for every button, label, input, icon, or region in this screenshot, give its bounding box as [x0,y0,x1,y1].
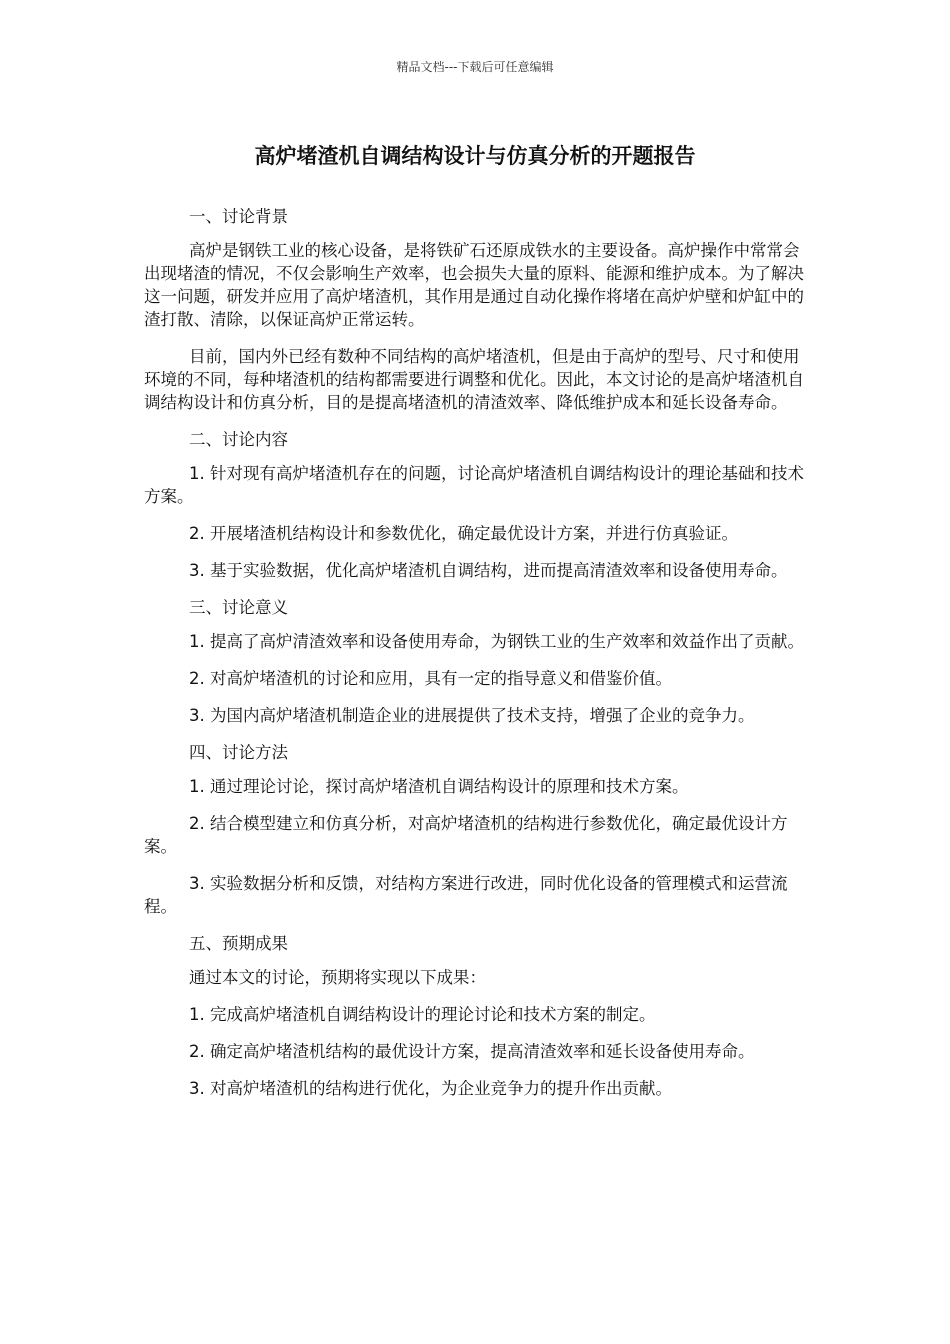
section-heading-significance: 三、讨论意义 [189,598,288,617]
list-item-content-3: 3. 基于实验数据，优化高炉堵渣机自调结构，进而提高清渣效率和设备使用寿命。 [189,561,788,580]
page-header-note: 精品文档---下载后可任意编辑 [396,60,554,74]
document-body [144,205,804,1114]
list-item-methods-1: 1. 通过理论讨论，探讨高炉堵渣机自调结构设计的原理和技术方案。 [189,777,689,796]
list-item-significance-3: 3. 为国内高炉堵渣机制造企业的进展提供了技术支持，增强了企业的竞争力。 [189,706,755,725]
section-heading-content: 二、讨论内容 [189,430,288,449]
list-item-content-1: 1. 针对现有高炉堵渣机存在的问题，讨论高炉堵渣机自调结构设计的理论基础和技术方案。 [144,464,804,506]
list-item-methods-3: 3. 实验数据分析和反馈，对结构方案进行改进，同时优化设备的管理模式和运营流程。 [144,874,788,916]
list-item-significance-2: 2. 对高炉堵渣机的讨论和应用，具有一定的指导意义和借鉴价值。 [189,669,672,688]
section-heading-methods: 四、讨论方法 [189,743,288,762]
list-item-significance-1: 1. 提高了高炉清渣效率和设备使用寿命，为钢铁工业的生产效率和效益作出了贡献。 [189,632,804,651]
list-item-outcomes-2: 2. 确定高炉堵渣机结构的最优设计方案，提高清渣效率和延长设备使用寿命。 [189,1042,755,1061]
paragraph-background-2: 目前，国内外已经有数种不同结构的高炉堵渣机，但是由于高炉的型号、尺寸和使用环境的不同，每种堵渣机的结构都需要进行调整和优化。因此，本文讨论的是高炉堵渣机自调结构设计和仿真分析，目的是提高堵渣机的清渣效率、降低维护成本和延长设备寿命。 [144,347,804,412]
section-heading-outcomes: 五、预期成果 [189,934,288,953]
list-item-outcomes-1: 1. 完成高炉堵渣机自调结构设计的理论讨论和技术方案的制定。 [189,1005,656,1024]
paragraph-background-1: 高炉是钢铁工业的核心设备，是将铁矿石还原成铁水的主要设备。高炉操作中常常会出现堵渣的情况，不仅会影响生产效率，也会损失大量的原料、能源和维护成本。为了解决这一问题，研发并应用了高炉堵渣机，其作用是通过自动化操作将堵在高炉炉壁和炉缸中的渣打散、清除，以保证高炉正常运转。 [144,241,804,329]
list-item-content-2: 2. 开展堵渣机结构设计和参数优化，确定最优设计方案，并进行仿真验证。 [189,524,738,543]
list-item-outcomes-3: 3. 对高炉堵渣机的结构进行优化，为企业竞争力的提升作出贡献。 [189,1079,672,1098]
document-title: 高炉堵渣机自调结构设计与仿真分析的开题报告 [254,144,696,168]
paragraph-outcomes-intro: 通过本文的讨论，预期将实现以下成果： [189,968,486,987]
list-item-methods-2: 2. 结合模型建立和仿真分析，对高炉堵渣机的结构进行参数优化，确定最优设计方案。 [144,814,788,856]
section-heading-background: 一、讨论背景 [189,207,288,226]
